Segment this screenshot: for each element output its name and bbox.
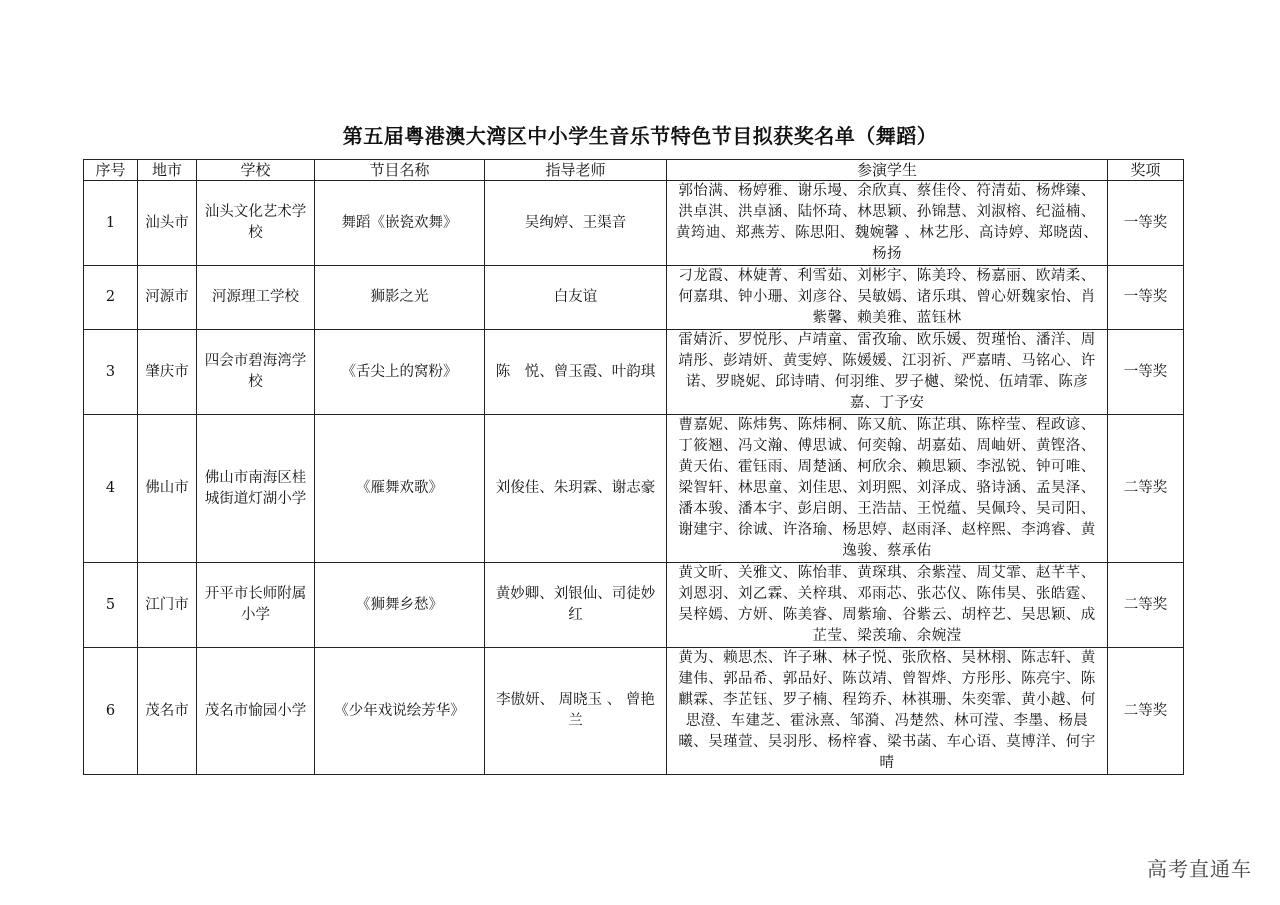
row-teachers: 黄妙卿、刘银仙、司徒妙红 xyxy=(485,563,667,648)
row-no: 4 xyxy=(84,415,138,563)
row-program: 《狮舞乡愁》 xyxy=(315,563,485,648)
header-award: 奖项 xyxy=(1108,160,1184,181)
row-teachers: 李傲妍、 周晓玉 、 曾艳兰 xyxy=(485,648,667,775)
header-teachers: 指导老师 xyxy=(485,160,667,181)
row-school: 茂名市愉园小学 xyxy=(197,648,315,775)
row-school: 佛山市南海区桂城街道灯湖小学 xyxy=(197,415,315,563)
document-title: 第五届粤港澳大湾区中小学生音乐节特色节目拟获奖名单（舞蹈） xyxy=(342,124,938,148)
table-row xyxy=(84,415,1184,563)
header-program: 节目名称 xyxy=(315,160,485,181)
table-row xyxy=(84,648,1184,775)
row-program: 舞蹈《嵌瓷欢舞》 xyxy=(315,181,485,266)
row-award: 二等奖 xyxy=(1108,648,1184,775)
watermark-logo-text: 高考直通车 xyxy=(1147,857,1252,881)
table-row xyxy=(84,330,1184,415)
awards-table xyxy=(83,159,1184,775)
row-students: 曹嘉妮、陈炜隽、陈炜桐、陈又航、陈芷琪、陈梓莹、程政谚、丁筱翘、冯文瀚、傅思诚、何奕翰、胡嘉茹、周岫妍、黄铿洛、黄天佑、霍钰雨、周楚涵、柯欣余、赖思颖、李泓锐、钟可唯、梁智轩、林思童、刘佳思、刘玥熙、刘泽成、骆诗涵、孟昊泽、潘本骏、潘本宇、彭启朗、王浩喆、王悦蕴、吴佩玲、吴司阳、谢建宇、徐诚、许洛瑜、杨思婷、赵雨泽、赵梓熙、李鸿睿、黄逸骏、蔡承佑 xyxy=(667,415,1108,563)
row-no: 1 xyxy=(84,181,138,266)
row-award: 一等奖 xyxy=(1108,266,1184,330)
row-program: 《舌尖上的窝粉》 xyxy=(315,330,485,415)
header-city: 地市 xyxy=(138,160,197,181)
row-students: 刁龙霞、林婕菁、利雪茹、刘彬宇、陈美玲、杨嘉丽、欧靖柔、何嘉琪、钟小珊、刘彦谷、吴敏嫣、诸乐琪、曾心妍魏家怡、肖紫馨、赖美雅、蓝钰林 xyxy=(667,266,1108,330)
row-award: 一等奖 xyxy=(1108,330,1184,415)
row-no: 2 xyxy=(84,266,138,330)
row-award: 二等奖 xyxy=(1108,563,1184,648)
row-city: 茂名市 xyxy=(138,648,197,775)
table-row xyxy=(84,181,1184,266)
row-students: 黄文昕、关雅文、陈怡菲、黄琛琪、余紫滢、周艾霏、赵芊芊、刘恩羽、刘乙霖、关梓琪、邓雨芯、张芯仪、陈伟昊、张皓霆、吴梓嫣、方妍、陈美睿、周紫瑜、谷紫云、胡梓艺、吴思颖、成芷莹、梁羡瑜、余婉滢 xyxy=(667,563,1108,648)
row-city: 肇庆市 xyxy=(138,330,197,415)
row-award: 二等奖 xyxy=(1108,415,1184,563)
row-students: 黄为、赖思杰、许子琳、林子悦、张欣格、吴林栩、陈志轩、黄建伟、郭品希、郭品好、陈苡靖、曾智烨、方彤彤、陈亮宇、陈麒霖、李芷钰、罗子楠、程筠乔、林祺珊、朱奕霏、黄小越、何思澄、车建芝、霍泳熹、邹漪、冯楚然、林可滢、李墨、杨晨曦、吴瑾萱、吴羽彤、杨梓睿、梁书菡、车心语、莫博洋、何宇晴 xyxy=(667,648,1108,775)
row-teachers: 陈 悦、曾玉霞、叶韵琪 xyxy=(485,330,667,415)
row-school: 四会市碧海湾学校 xyxy=(197,330,315,415)
row-teachers: 刘俊佳、朱玥霖、谢志豪 xyxy=(485,415,667,563)
row-school: 河源理工学校 xyxy=(197,266,315,330)
row-no: 3 xyxy=(84,330,138,415)
row-no: 5 xyxy=(84,563,138,648)
row-school: 开平市长师附属小学 xyxy=(197,563,315,648)
table-row xyxy=(84,266,1184,330)
row-city: 江门市 xyxy=(138,563,197,648)
row-city: 汕头市 xyxy=(138,181,197,266)
row-students: 郭怡满、杨婷雅、谢乐墁、余欣真、蔡佳伶、符清茹、杨烨臻、洪卓淇、洪卓涵、陆怀琦、林思颖、孙锦慧、刘淑榕、纪溢楠、黄筠迪、郑燕芳、陈思阳、魏婉馨 、林艺彤、高诗婷、郑晓茵、杨扬 xyxy=(667,181,1108,266)
row-program: 狮影之光 xyxy=(315,266,485,330)
table-row xyxy=(84,563,1184,648)
row-program: 《雁舞欢歌》 xyxy=(315,415,485,563)
table-header-row xyxy=(84,160,1184,181)
header-no: 序号 xyxy=(84,160,138,181)
row-teachers: 白友谊 xyxy=(485,266,667,330)
row-city: 佛山市 xyxy=(138,415,197,563)
row-program: 《少年戏说绘芳华》 xyxy=(315,648,485,775)
row-no: 6 xyxy=(84,648,138,775)
row-school: 汕头文化艺术学校 xyxy=(197,181,315,266)
header-students: 参演学生 xyxy=(667,160,1108,181)
row-students: 雷婧沂、罗悦彤、卢靖童、雷孜瑜、欧乐媛、贺瑾怡、潘洋、周靖彤、彭靖妍、黄雯婷、陈媛媛、江羽祈、严嘉晴、马铭心、许诺、罗晓妮、邱诗晴、何羽维、罗子樾、梁悦、伍靖霏、陈彦嘉、丁予安 xyxy=(667,330,1108,415)
row-teachers: 吴绚婷、王渠音 xyxy=(485,181,667,266)
header-school: 学校 xyxy=(197,160,315,181)
row-city: 河源市 xyxy=(138,266,197,330)
row-award: 一等奖 xyxy=(1108,181,1184,266)
